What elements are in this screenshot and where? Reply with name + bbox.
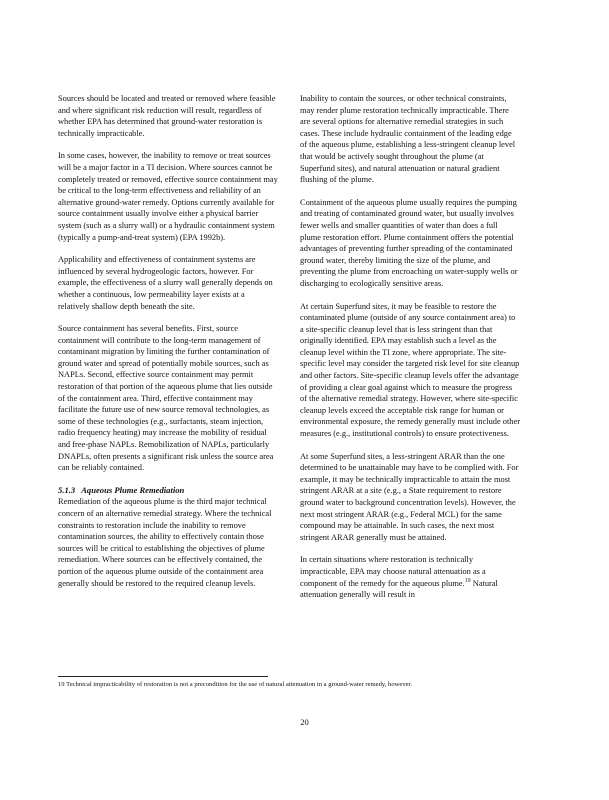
right-paragraph-1: Inability to contain the sources, or other technical constraints, may render plume restoration technically impracticable. There are several options for alternative remedial strategies in such cases. These include hydraulic containment of the leading edge of the aqueous plume, establishing a less-stringent cleanup level that would be actively sought throughout the plume (at Superfund sites), and natural attenuation or natural gradient flushing of the plume. (300, 94, 516, 185)
right-paragraph-4: At some Superfund sites, a less-stringent ARAR than the one determined to be unattainable may have to be complied with. For example, it may be technically impracticable to attain the most stringent ARAR at a site (e.g., a State requirement to restore ground water to background concentration levels). However, the next most stringent ARAR (e.g., Federal MCL) for the same compound may be attainable. In such cases, the next most stringent ARAR generally must be attained. (300, 451, 519, 542)
right-paragraph-5-text: In certain situations where restoration is technically impracticable, EPA may choose natural attenuation as a component of the remedy for the aqueous plume. (300, 555, 486, 588)
left-paragraph-5: Remediation of the aqueous plume is the third major technical concern of an alternative remedial strategy. Where the technical constraints to restoration include the inability to remove contamination sources, the ability to effectively contain those sources will be critical to establishing the objectives of plume remediation. Where sources can be effectively contained, the portion of the aqueous plume outside of the containment area generally should be restored to the required cleanup levels. (58, 497, 272, 588)
right-paragraph-5-tail: Natural attenuation generally will result in (300, 578, 498, 600)
left-paragraph-3: Applicability and effectiveness of containment systems are influenced by several hydrogeologic factors, however. For example, the effectiveness of a slurry wall generally depends on whether a continuous, low permeability layer exists at a relatively shallow depth beneath the site. (58, 255, 273, 311)
section-heading (58, 485, 278, 497)
left-column (58, 93, 278, 600)
left-paragraph-1: Sources should be located and treated or removed where feasible and where significant risk reduction will result, regardless of whether EPA has determined that ground-water restoration is technically impracticable. (58, 94, 276, 138)
footnote-reference: 19 (464, 577, 471, 584)
section-number: 5.1.3 (58, 484, 76, 495)
section-title: Aqueous Plume Remediation (81, 484, 185, 495)
footnote-number: 19 (58, 681, 65, 688)
left-paragraph-4: Source containment has several benefits. First, source containment will contribute to the long-term management of contaminant migration by limiting the further contamination of ground water and spread of potentially mobile sources, such as NAPLs. Second, effective source containment may permit restoration of that portion of the aqueous plume that lies outside of the containment area. Third, effective containment may facilitate the future use of new source removal technologies, as some of these technologies (e.g., surfactants, steam injection, radio frequency heating) may increase the mobility of residual and free-phase NAPLs. Remobilization of NAPLs, particularly DNAPLs, often presents a significant risk unless the source area can be reliably contained. (58, 324, 274, 473)
right-paragraph-2: Containment of the aqueous plume usually requires the pumping and treating of contaminated ground water, but usually involves fewer wells and smaller quantities of water than does a full plume restoration effort. Plume containment offers the potential advantages of preventing further spreading of the contaminated ground water, thereby limiting the size of the plume, and preventing the plume from encroaching on water-supply wells or discharging to ecologically sensitive areas. (300, 197, 518, 288)
left-paragraph-2: In some cases, however, the inability to remove or treat sources will be a major factor in a TI decision. Where sources cannot be completely treated or removed, effective source containment may be critical to the long-term effectiveness and reliability of an alternative ground-water remedy. Options currently available for source containment usually involve either a physical barrier system (such as a slurry wall) or a hydraulic containment system (typically a pump-and-treat system) (EPA 1992b). (58, 151, 278, 242)
right-column (300, 93, 520, 612)
right-paragraph-3: At certain Superfund sites, it may be feasible to restore the contaminated plume (outside of any source containment area) to a site-specific cleanup level that is less stringent than that originally identified. EPA may establish such a level as the cleanup level within the TI zone, where appropriate. The site-specific level may consider the targeted risk level for site cleanup and other factors. Site-specific cleanup levels offer the advantage of providing a clear goal against which to measure the progress of the alternative remedial strategy. However, where site-specific cleanup levels exceed the acceptable risk range for human or environmental exposure, the remedy generally must include other measures (e.g., institutional controls) to ensure protectiveness. (300, 301, 521, 439)
right-paragraph-5 (300, 554, 520, 600)
footnote (58, 680, 528, 689)
footnote-text: Technical impracticability of restoration is not a precondition for the use of natural attenuation in a ground-water remedy, however. (64, 681, 413, 688)
footnote-divider (58, 676, 268, 677)
page-number: 20 (300, 717, 309, 727)
